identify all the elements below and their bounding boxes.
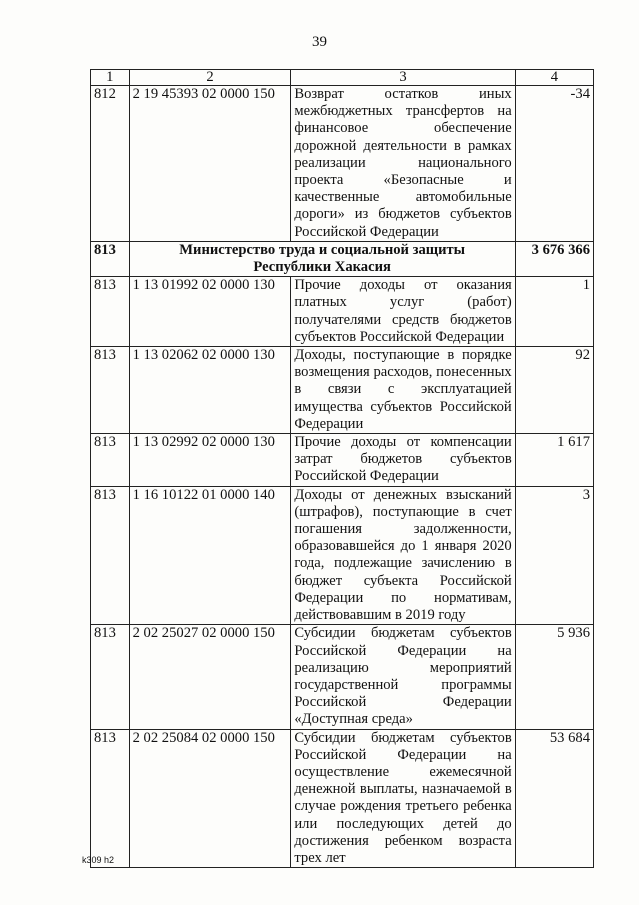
amount-cell: -34 (515, 86, 593, 242)
table-row (91, 486, 594, 625)
page-number: 39 (312, 34, 327, 50)
kbk-code-cell: 1 13 02062 02 0000 130 (129, 347, 291, 434)
kbk-code-cell: 2 02 25027 02 0000 150 (129, 625, 291, 729)
amount-cell: 1 (515, 277, 593, 347)
revenue-table (90, 69, 594, 868)
kbk-code-cell: 1 16 10122 01 0000 140 (129, 486, 291, 625)
admin-code-cell: 813 (91, 277, 130, 347)
department-name-line-2: Республики Хакасия (253, 259, 391, 276)
description-cell: Возврат остатков иных межбюджетных трансфертов на финансовое обеспечение дорожной деятельности в рамках реализации национального проекта «Безопасные и качественные автомобильные дороги» из бюджетов субъектов Российской Федерации (291, 86, 515, 242)
department-row (91, 241, 594, 276)
admin-code-cell: 813 (91, 729, 130, 868)
department-code-cell: 813 (91, 241, 130, 276)
amount-cell: 92 (515, 347, 593, 434)
kbk-code-cell: 1 13 01992 02 0000 130 (129, 277, 291, 347)
kbk-code-cell: 2 02 25084 02 0000 150 (129, 729, 291, 868)
amount-cell: 3 (515, 486, 593, 625)
description-cell: Прочие доходы от компенсации затрат бюджетов субъектов Российской Федерации (291, 434, 515, 487)
admin-code-cell: 813 (91, 434, 130, 487)
description-cell: Субсидии бюджетам субъектов Российской Федерации на реализацию мероприятий государственной программы Российской Федерации «Доступная среда» (291, 625, 515, 729)
amount-cell: 5 936 (515, 625, 593, 729)
department-name-line-1: Министерство труда и социальной защиты (179, 241, 466, 258)
table-row (91, 86, 594, 242)
document-code: k309 h2 (82, 855, 115, 865)
description-cell: Прочие доходы от оказания платных услуг (работ) получателями средств бюджетов субъектов Российской Федерации (291, 277, 515, 347)
description-cell: Субсидии бюджетам субъектов Российской Федерации на осуществление ежемесячной денежной выплаты, назначаемой в случае рождения третьего ребенка или последующих детей до достижения ребенком возраста трех лет (291, 729, 515, 868)
column-header-1: 1 (91, 70, 130, 86)
table-row (91, 729, 594, 868)
department-total-cell: 3 676 366 (515, 241, 593, 276)
table-row (91, 277, 594, 347)
description-cell: Доходы от денежных взысканий (штрафов), поступающие в счет погашения задолженности, образовавшейся до 1 января 2020 года, подлежащие зачислению в бюджет субъекта Российской Федерации по нормативам, действовавшим в 2019 году (291, 486, 515, 625)
kbk-code-cell: 1 13 02992 02 0000 130 (129, 434, 291, 487)
amount-cell: 1 617 (515, 434, 593, 487)
admin-code-cell: 812 (91, 86, 130, 242)
kbk-code-cell: 2 19 45393 02 0000 150 (129, 86, 291, 242)
column-header-3: 3 (291, 70, 515, 86)
department-name-cell (129, 241, 515, 276)
table-row (91, 434, 594, 487)
column-header-2: 2 (129, 70, 291, 86)
table-header-row (91, 70, 594, 86)
table-row (91, 625, 594, 729)
column-header-4: 4 (515, 70, 593, 86)
table-row (91, 347, 594, 434)
admin-code-cell: 813 (91, 625, 130, 729)
description-cell: Доходы, поступающие в порядке возмещения расходов, понесенных в связи с эксплуатацией имущества субъектов Российской Федерации (291, 347, 515, 434)
amount-cell: 53 684 (515, 729, 593, 868)
admin-code-cell: 813 (91, 486, 130, 625)
admin-code-cell: 813 (91, 347, 130, 434)
